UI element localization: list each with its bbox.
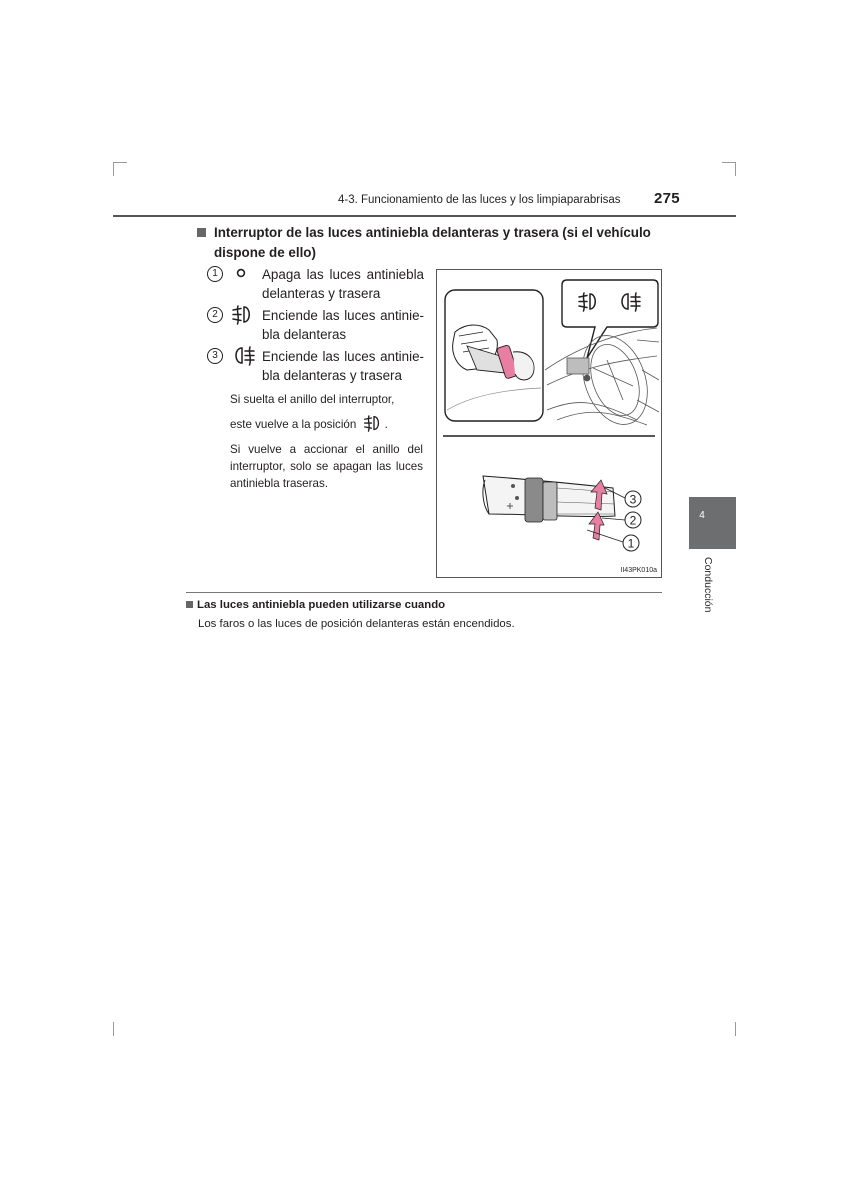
list-item [207, 348, 425, 388]
dashboard-drawing [545, 327, 659, 434]
figure-code: II43PK010a [620, 567, 657, 574]
callout-2 [625, 512, 641, 528]
callout-number: 2 [629, 513, 637, 528]
front-fog-light-icon [363, 415, 385, 432]
item-text: Apaga las luces antiniebla delanteras y trasera [262, 267, 424, 301]
front-fog-light-icon [231, 305, 257, 325]
subsection-title-text: Las luces antiniebla pueden utilizarse cuando [197, 599, 446, 611]
subsection-title [186, 599, 445, 611]
hand-turning-ring-inset [445, 290, 543, 421]
release-note-end: . [384, 418, 388, 431]
crop-mark [113, 162, 114, 176]
crop-mark [722, 162, 736, 163]
page-number: 275 [654, 190, 680, 207]
subsection-rule [186, 592, 662, 593]
list-item [207, 307, 425, 347]
item-text: Enciende las luces antiniebla delanteras y trasera [262, 349, 424, 383]
again-note: Si vuelve a accionar el anillo del interruptor, solo se apagan las luces antiniebla traseras. [230, 443, 423, 490]
running-head: 4-3. Funcionamiento de las luces y los limpiaparabrisas [338, 194, 621, 206]
crop-mark [113, 1022, 114, 1036]
section-title [197, 223, 667, 263]
item-number: 2 [207, 307, 223, 323]
release-note-text: este vuelve a la posición [230, 418, 357, 431]
callout-number: 3 [629, 492, 637, 507]
release-note-line1: Si suelta el anillo del interruptor, [230, 393, 395, 406]
callout-number: 1 [627, 536, 635, 551]
combination-switch-lever [483, 476, 625, 542]
item-number: 3 [207, 348, 223, 364]
rear-fog-light-icon [231, 346, 257, 366]
list-item [207, 266, 425, 306]
header-rule [113, 215, 736, 217]
fog-light-switch-figure [436, 269, 662, 578]
subsection-body: Los faros o las luces de posición delanteras están encendidos. [198, 618, 515, 630]
indicator-bubble [562, 280, 658, 358]
item-text: Enciende las luces antiniebla delanteras [262, 308, 424, 342]
switch-position-list [207, 266, 425, 389]
chapter-label: Conducción [702, 557, 714, 613]
release-note-line2 [230, 415, 423, 433]
bullet-square-icon [197, 228, 206, 237]
callout-1 [623, 535, 639, 551]
crop-mark [735, 162, 736, 176]
crop-mark [735, 1022, 736, 1036]
bullet-square-icon [186, 601, 193, 608]
chapter-tab [689, 497, 736, 549]
crop-mark [113, 162, 127, 163]
item-number: 1 [207, 266, 223, 282]
off-circle-icon [231, 264, 257, 284]
section-title-text: Interruptor de las luces antiniebla delanteras y trasera (si el vehículo dispone de ello) [214, 225, 651, 260]
chapter-number: 4 [699, 510, 705, 521]
callout-3 [625, 491, 641, 507]
figure-illustration [437, 270, 661, 577]
